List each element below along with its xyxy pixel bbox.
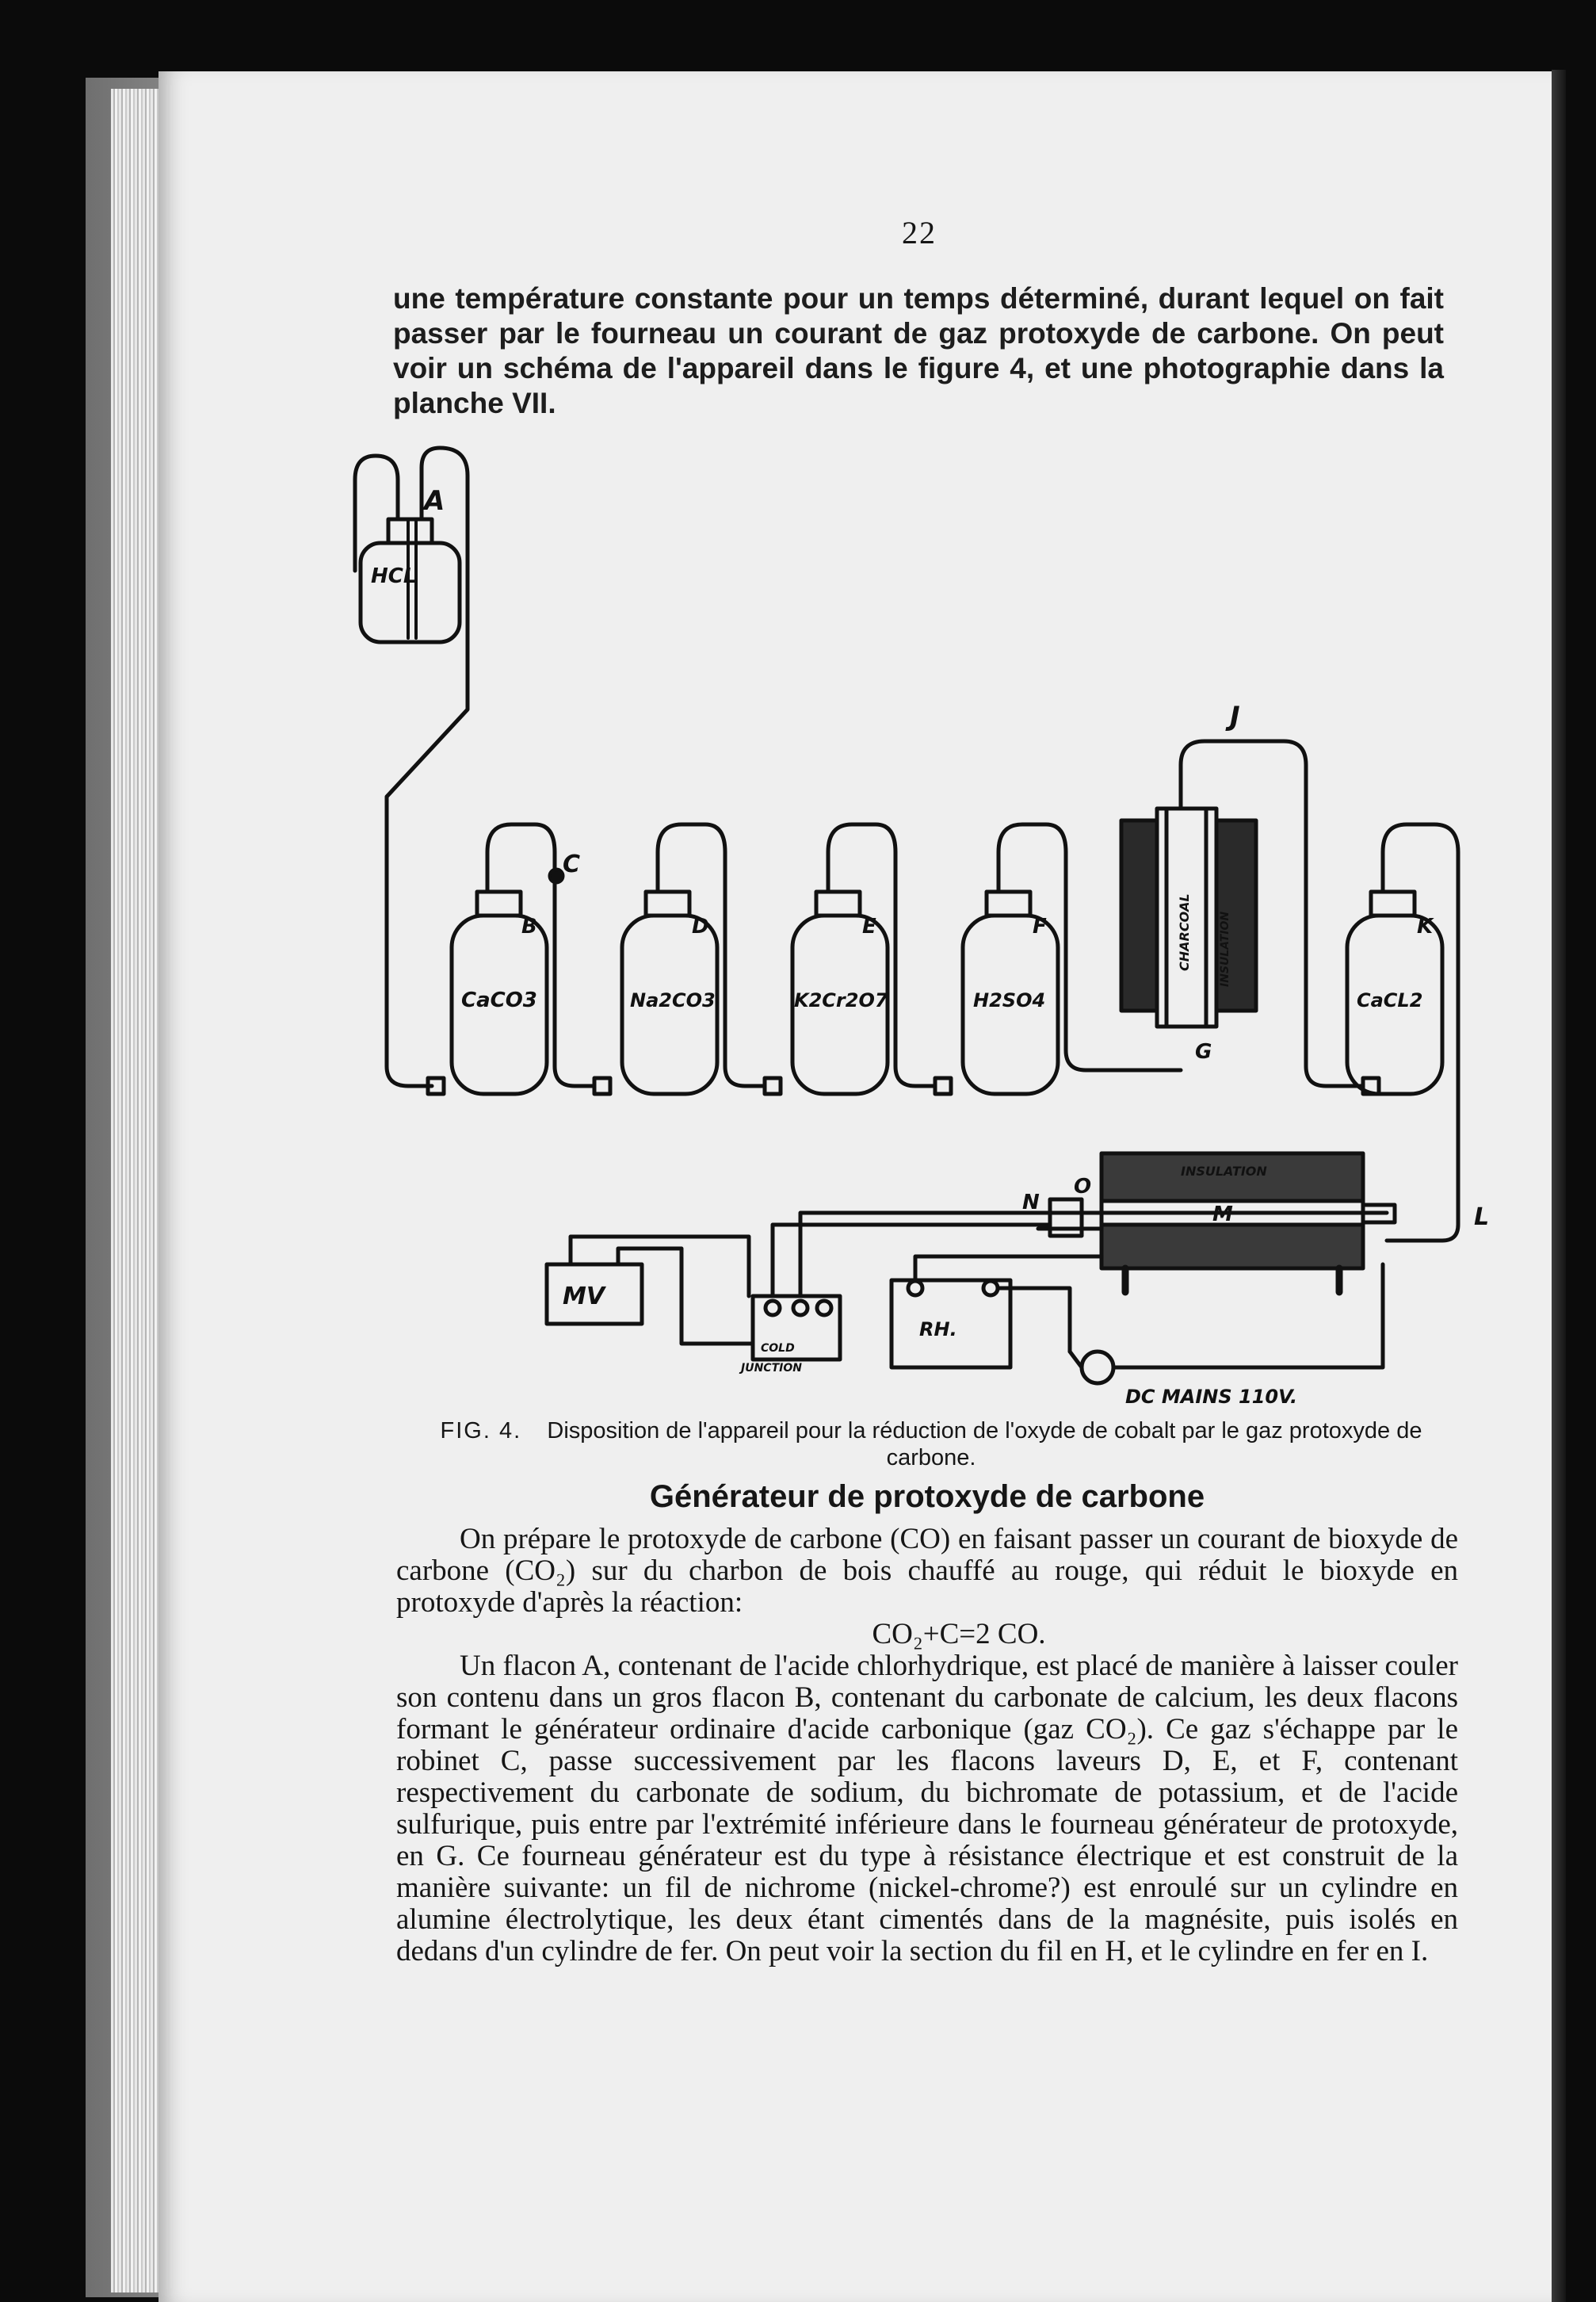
label-h2so4: H2SO4 bbox=[973, 989, 1046, 1011]
paragraph-1: On prépare le protoxyde de carbone (CO) en faisant passer un courant de bioxyde de carbone (CO₂) sur du charbon de bois chauffé au rouge, qui réduit le bioxyde en protoxyde d'après la réaction: bbox=[396, 1523, 1458, 1619]
label-c: C bbox=[563, 851, 581, 878]
label-b: B bbox=[521, 915, 537, 939]
label-k2cr2o7: K2Cr2O7 bbox=[794, 989, 888, 1011]
label-g: G bbox=[1195, 1040, 1212, 1064]
caption-label: FIG. 4. bbox=[440, 1418, 522, 1444]
dc-mains-coil bbox=[1082, 1352, 1113, 1383]
label-m: M bbox=[1212, 1203, 1233, 1226]
label-hcl: HCL bbox=[371, 564, 417, 588]
label-junction: JUNCTION bbox=[741, 1362, 802, 1375]
apparatus-diagram bbox=[309, 432, 1522, 1415]
section-heading: Générateur de protoxyde de carbone bbox=[649, 1479, 1205, 1514]
label-caco3: CaCO3 bbox=[461, 988, 537, 1012]
label-f: F bbox=[1033, 915, 1047, 939]
section-body bbox=[396, 1524, 1458, 1967]
label-a: A bbox=[424, 485, 445, 517]
label-k: K bbox=[1417, 915, 1434, 939]
label-l: L bbox=[1474, 1203, 1490, 1231]
label-dc-mains: DC MAINS 110V. bbox=[1125, 1386, 1298, 1408]
page-number: 22 bbox=[902, 215, 937, 250]
book-binding bbox=[1552, 70, 1566, 2302]
label-insulation-side: INSULATION bbox=[1219, 911, 1231, 987]
equation: CO₂+C=2 CO. bbox=[872, 1618, 1046, 1650]
label-cacl2: CaCL2 bbox=[1357, 989, 1423, 1011]
stopcock-c bbox=[550, 870, 563, 882]
label-o: O bbox=[1074, 1175, 1092, 1199]
flask-a-stopper bbox=[388, 519, 432, 543]
caption-text: Disposition de l'appareil pour la réduction de l'oxyde de cobalt par le gaz protoxyde de carbone. bbox=[547, 1418, 1422, 1470]
label-rh: RH. bbox=[919, 1318, 957, 1340]
label-insulation-top: INSULATION bbox=[1181, 1164, 1267, 1179]
figure-caption bbox=[400, 1417, 1462, 1471]
label-cold: COLD bbox=[761, 1342, 795, 1355]
tube-b-d bbox=[555, 876, 594, 1086]
label-charcoal: CHARCOAL bbox=[1177, 893, 1192, 971]
label-j: J bbox=[1230, 701, 1240, 732]
label-na2co3: Na2CO3 bbox=[630, 989, 716, 1011]
label-d: D bbox=[692, 915, 709, 939]
paragraph-top: une température constante pour un temps déterminé, durant lequel on fait passer par le fourneau un courant de gaz protoxyde de carbone. On peut voir un schéma de l'appareil dans le figure 4, et une photographie dans la planche VII. bbox=[393, 282, 1444, 419]
label-mv: MV bbox=[563, 1283, 605, 1310]
figure-apparatus bbox=[309, 432, 1522, 1415]
label-e: E bbox=[862, 915, 876, 939]
label-n: N bbox=[1022, 1191, 1040, 1214]
paragraph-2: Un flacon A, contenant de l'acide chlorhydrique, est placé de manière à laisser couler son contenu dans un gros flacon B, contenant du carbonate de calcium, les deux flacons formant le générateur ordinaire d'acide carbonique (gaz CO₂). Ce gaz s'échappe par le robinet C, passe successivement par les flacons laveurs D, E, et F, contenant respectivement du carbonate de sodium, du bichromate de potassium, et de l'acide sulfurique, puis entre par l'extrémité inférieure dans le fourneau générateur de protoxyde, en G. Ce fourneau générateur est du type à résistance électrique et est construit de la manière suivante: un fil de nichrome (nickel-chrome?) est enroulé sur un cylindre en alumine électrolytique, les deux étant cimentés dans de la magnésite, puis isolés en dedans d'un cylindre de fer. On peut voir la section du fil en H, et le cylindre en fer en I. bbox=[396, 1650, 1458, 1967]
flask-a bbox=[361, 543, 460, 642]
